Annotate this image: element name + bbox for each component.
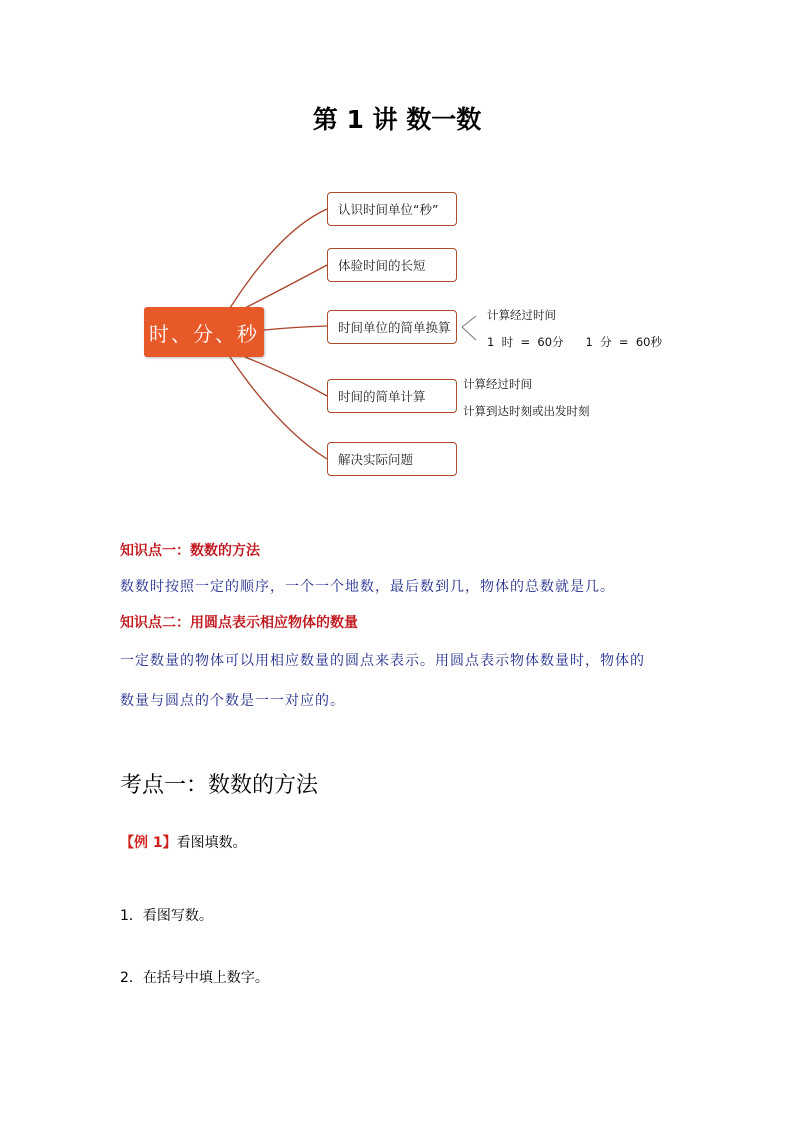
example-text: 看图填数。 — [176, 835, 247, 851]
example-line — [120, 832, 247, 852]
knowledge-text: 一定数量的物体可以用相应数量的圆点来表示。用圆点表示物体数量时，物体的 — [120, 653, 645, 669]
mindmap-node-conversion: 时间单位的简单换算 — [327, 310, 457, 344]
question-item: 1．看图写数。 — [120, 908, 213, 924]
mindmap-leaf: 1 时 = 60分 1 分 = 60秒 — [487, 335, 662, 349]
connector-3 — [264, 326, 327, 330]
knowledge-text: 数数时按照一定的顺序，一个一个地数，最后数到几，物体的总数就是几。 — [120, 579, 615, 595]
knowledge-heading: 知识点二：用圆点表示相应物体的数量 — [120, 615, 358, 631]
example-tag: 【例 1】 — [120, 835, 177, 851]
connector-5 — [230, 357, 327, 459]
mindmap-node-problems: 解决实际问题 — [327, 442, 457, 476]
mindmap-leaf: 计算经过时间 — [463, 377, 532, 391]
connector-4 — [245, 357, 327, 396]
question-item: 2．在括号中填上数字。 — [120, 970, 269, 986]
section-title: 考点一：数数的方法 — [120, 773, 319, 798]
knowledge-text: 数量与圆点的个数是一一对应的。 — [120, 693, 345, 709]
mindmap-root: 时、分、秒 — [144, 307, 264, 357]
page-title: 第 1 讲 数一数 — [312, 105, 482, 134]
mindmap-leaf: 计算到达时刻或出发时刻 — [463, 404, 590, 418]
mindmap-leaf: 计算经过时间 — [487, 308, 556, 322]
connector-1 — [230, 209, 327, 308]
bracket-conversion — [462, 316, 476, 340]
connector-2 — [245, 265, 327, 308]
knowledge-heading: 知识点一：数数的方法 — [120, 543, 260, 559]
mindmap-node-seconds: 认识时间单位“秒” — [327, 192, 457, 226]
mindmap-node-duration: 体验时间的长短 — [327, 248, 457, 282]
mindmap-node-calculation: 时间的简单计算 — [327, 379, 457, 413]
